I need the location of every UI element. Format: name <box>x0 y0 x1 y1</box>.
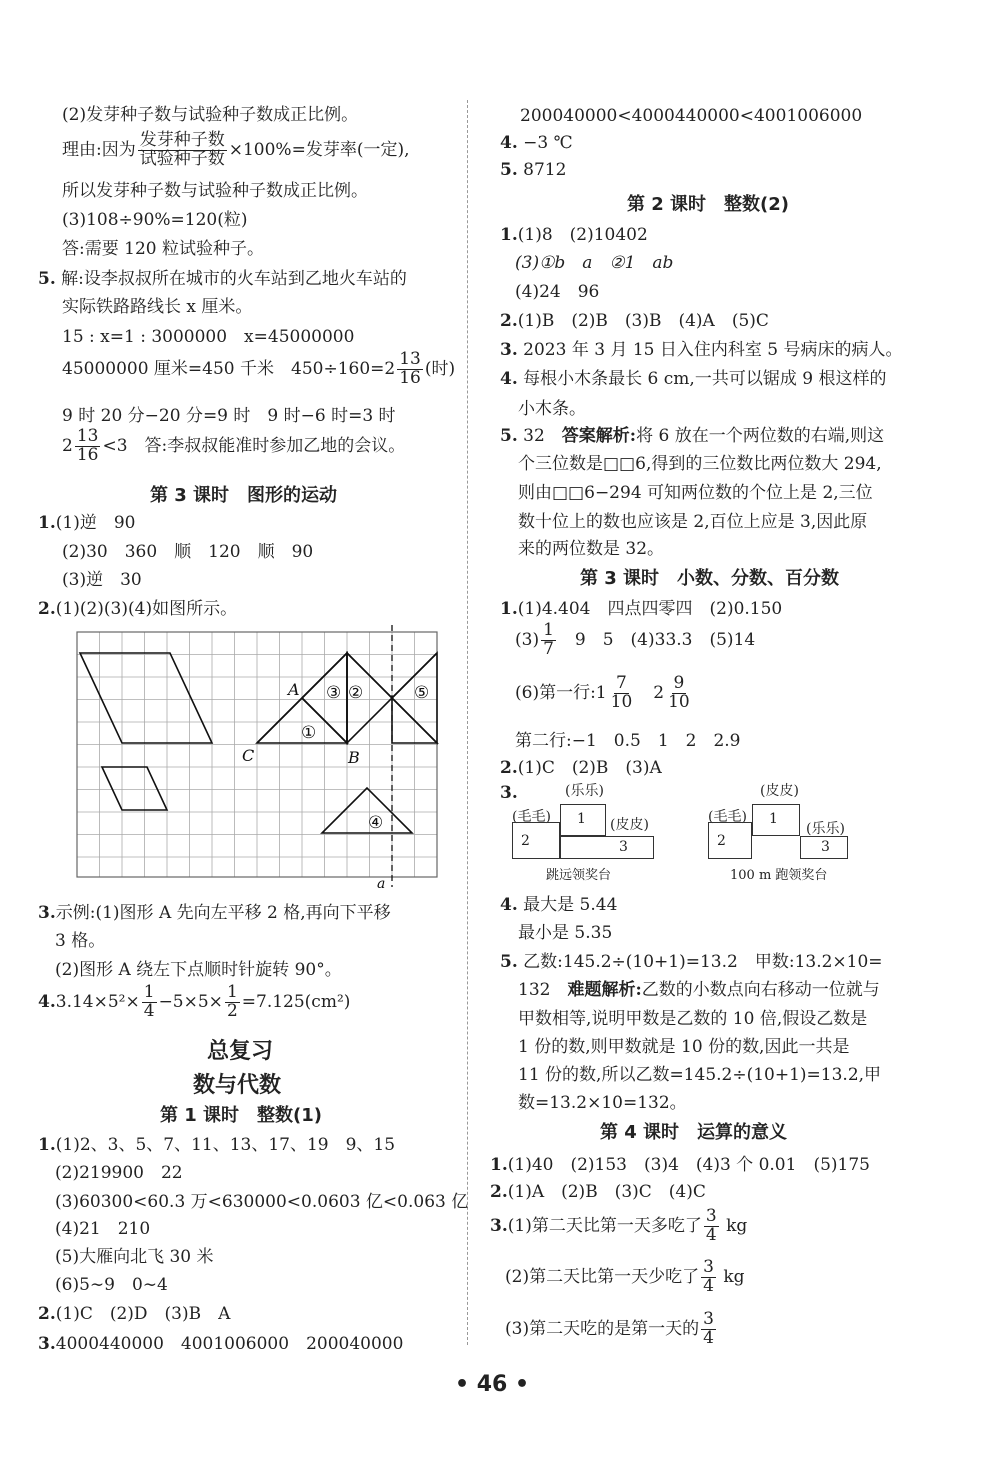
answer-line: (3)108÷90%=120(粒) <box>62 210 248 230</box>
section-title: 第 4 课时 运算的意义 <box>600 1122 788 1143</box>
question-5: 5. 解:设李叔叔所在城市的火车站到乙地火车站的 <box>38 269 407 289</box>
podium-right-label: (乐乐) <box>806 821 845 837</box>
column-divider <box>467 100 468 1345</box>
answer-line: (4)24 96 <box>515 282 600 302</box>
triangle-4 <box>322 788 412 833</box>
podium-step-2: 2 <box>512 822 560 859</box>
answer-line: 数=13.2×10=132。 <box>518 1093 687 1113</box>
label-4: ④ <box>368 813 384 833</box>
label-C: C <box>242 746 255 765</box>
review-title: 总复习 <box>207 1039 274 1064</box>
question-5: 5. 乙数:145.2÷(10+1)=13.2 甲数:13.2×10= <box>500 952 883 972</box>
section-title: 第 3 课时 图形的运动 <box>150 485 338 506</box>
answer-line: (3)第二天吃的是第一天的 $\frac{3}{4}$ <box>505 1309 714 1348</box>
label-5: ⑤ <box>414 683 430 703</box>
section-title: 第 1 课时 整数(1) <box>160 1105 323 1126</box>
question-5: 5. 8712 <box>500 160 567 180</box>
answer-line: 15 : x=1 : 3000000 x=45000000 <box>62 327 355 347</box>
answer-line: 200040000<4000440000<4001006000 <box>520 106 863 126</box>
fraction: $\frac{\text{发芽种子数}}{\text{试验种子数}}$ <box>139 130 225 169</box>
answer-line: 数十位上的数也应该是 2,百位上应是 3,因此原 <box>518 512 868 532</box>
podium-caption: 100 m 跑领奖台 <box>730 868 828 883</box>
answer-line: 答:需要 120 粒试验种子。 <box>62 239 264 259</box>
podium-top-label: (乐乐) <box>565 783 604 799</box>
parallelogram-small <box>102 767 167 810</box>
answer-line: 个三位数是□□6,得到的三位数比两位数大 294, <box>518 454 882 474</box>
answer-line: (5)大雁向北飞 30 米 <box>55 1247 214 1267</box>
podium-left-label: (毛毛) <box>708 809 747 825</box>
question-3: 3.示例:(1)图形 A 先向左平移 2 格,再向下平移 <box>38 903 391 923</box>
podium-right-label: (皮皮) <box>610 817 649 833</box>
section-title: 第 2 课时 整数(2) <box>627 194 790 215</box>
answer-line: 则由□□6−294 可知两位数的个位上是 2,三位 <box>518 483 873 503</box>
question-4: 4. 最大是 5.44 <box>500 895 618 915</box>
answer-line: 所以发芽种子数与试验种子数成正比例。 <box>62 181 368 201</box>
answer-line: 9 时 20 分−20 分=9 时 9 时−6 时=3 时 <box>62 406 396 426</box>
label-2: ② <box>348 683 364 703</box>
podium-step-3: 3 <box>560 836 654 859</box>
answer-line: 最小是 5.35 <box>518 923 613 943</box>
answer-line <box>62 132 410 169</box>
answer-line: 2 $\frac{13}{16}$ <3 答:李叔叔能准时参加乙地的会议。 <box>62 426 406 465</box>
label-3: ③ <box>326 683 342 703</box>
podium-step-2: 2 <box>708 822 752 859</box>
answer-line: (4)21 210 <box>55 1219 151 1239</box>
question-3: 3.(1)第二天比第一天多吃了 $\frac{3}{4}$ kg <box>490 1206 748 1245</box>
question-4: 4.3.14×5²× $\frac{1}{4}$ −5×5× $\frac{1}{2}$ =7.125(cm²) <box>38 982 351 1021</box>
podium-step-1: 1 <box>560 804 606 836</box>
question-1: 1.(1)2、3、5、7、11、13、17、19 9、15 <box>38 1135 396 1155</box>
answer-line: 来的两位数是 32。 <box>518 539 665 559</box>
question-5: 5. 32 答案解析:将 6 放在一个两位数的右端,则这 <box>500 426 885 446</box>
question-3: 3.4000440000 4001006000 200040000 <box>38 1334 404 1354</box>
answer-line: 132 难题解析:乙数的小数点向右移动一位就与 <box>518 980 880 1000</box>
label-1: ① <box>301 723 317 743</box>
podium-left-label: (毛毛) <box>512 809 551 825</box>
question-2: 2.(1)C (2)B (3)A <box>500 758 662 778</box>
label-a: a <box>377 876 386 890</box>
question-1: 1.(1)40 (2)153 (3)4 (4)3 个 0.01 (5)175 <box>490 1155 870 1175</box>
text: 理由:因为 <box>62 139 136 160</box>
analysis-tag: 难题解析: <box>567 980 642 1000</box>
answer-line: (2)30 360 顺 120 顺 90 <box>62 542 314 562</box>
question-3: 3. 2023 年 3 月 15 日入住内科室 5 号病床的病人。 <box>500 340 903 360</box>
answer-line: (6)5∼9 0∼4 <box>55 1275 168 1295</box>
answer-line: (2)219900 22 <box>55 1163 183 1183</box>
question-2: 2.(1)B (2)B (3)B (4)A (5)C <box>500 311 769 331</box>
answer-line: 实际铁路路线长 x 厘米。 <box>62 297 253 317</box>
question-4: 4. 每根小木条最长 6 cm,一共可以锯成 9 根这样的 <box>500 369 887 389</box>
question-2: 2.(1)C (2)D (3)B A <box>38 1304 231 1324</box>
analysis-tag: 答案解析: <box>561 426 637 446</box>
grid-figure <box>70 625 442 890</box>
review-subtitle: 数与代数 <box>193 1073 282 1098</box>
answer-line: 甲数相等,说明甲数是乙数的 10 倍,假设乙数是 <box>518 1009 868 1029</box>
question-1: 1.(1)8 (2)10402 <box>500 225 648 245</box>
label-A: A <box>288 680 300 699</box>
podium-step-3: 3 <box>800 836 848 859</box>
answer-line: (6)第一行:1 $\frac{7}{10}$ 2 $\frac{9}{10}$ <box>515 673 690 712</box>
answer-line: (3) $\frac{1}{7}$ 9 5 (4)33.3 (5)14 <box>515 620 756 659</box>
answer-line: (3)①b a ②1 ab <box>515 253 674 273</box>
question-2: 2.(1)(2)(3)(4)如图所示。 <box>38 599 238 619</box>
answer-line: 小木条。 <box>518 399 586 419</box>
question-3: 3. <box>500 783 518 803</box>
answer-line: (3)60300<60.3 万<630000<0.0603 亿<0.063 亿 <box>55 1192 469 1212</box>
podium-top-label: (皮皮) <box>760 783 799 799</box>
question-4: 4. −3 ℃ <box>500 133 573 153</box>
question-1: 1.(1)逆 90 <box>38 513 136 533</box>
answer-line: 3 格。 <box>55 931 106 951</box>
answer-line: (3)逆 30 <box>62 570 142 590</box>
answer-line: 45000000 厘米=450 千米 450÷160=2 $\frac{13}{16}$ (时) <box>62 349 456 388</box>
answer-line: 11 份的数,所以乙数=145.2÷(10+1)=13.2,甲 <box>518 1065 882 1085</box>
question-1: 1.(1)4.404 四点四零四 (2)0.150 <box>500 599 783 619</box>
answer-line: (2)发芽种子数与试验种子数成正比例。 <box>62 105 359 125</box>
podium-jump <box>510 780 660 885</box>
label-B: B <box>348 748 360 767</box>
answer-line: 第二行:−1 0.5 1 2 2.9 <box>515 731 741 751</box>
podium-step-1: 1 <box>752 804 800 836</box>
podium-caption: 跳远领奖台 <box>546 868 612 883</box>
text: ×100%=发芽率(一定), <box>228 139 410 160</box>
question-2: 2.(1)A (2)B (3)C (4)C <box>490 1182 706 1202</box>
page-number: • 46 • <box>455 1372 530 1397</box>
answer-line: (2)第二天比第一天少吃了 $\frac{3}{4}$ kg <box>505 1257 745 1296</box>
grid-lines <box>77 632 437 877</box>
podium-run <box>706 780 856 885</box>
answer-line: 1 份的数,则甲数就是 10 份的数,因此一共是 <box>518 1037 850 1057</box>
section-title: 第 3 课时 小数、分数、百分数 <box>580 568 840 589</box>
answer-line: (2)图形 A 绕左下点顺时针旋转 90°。 <box>55 960 342 980</box>
